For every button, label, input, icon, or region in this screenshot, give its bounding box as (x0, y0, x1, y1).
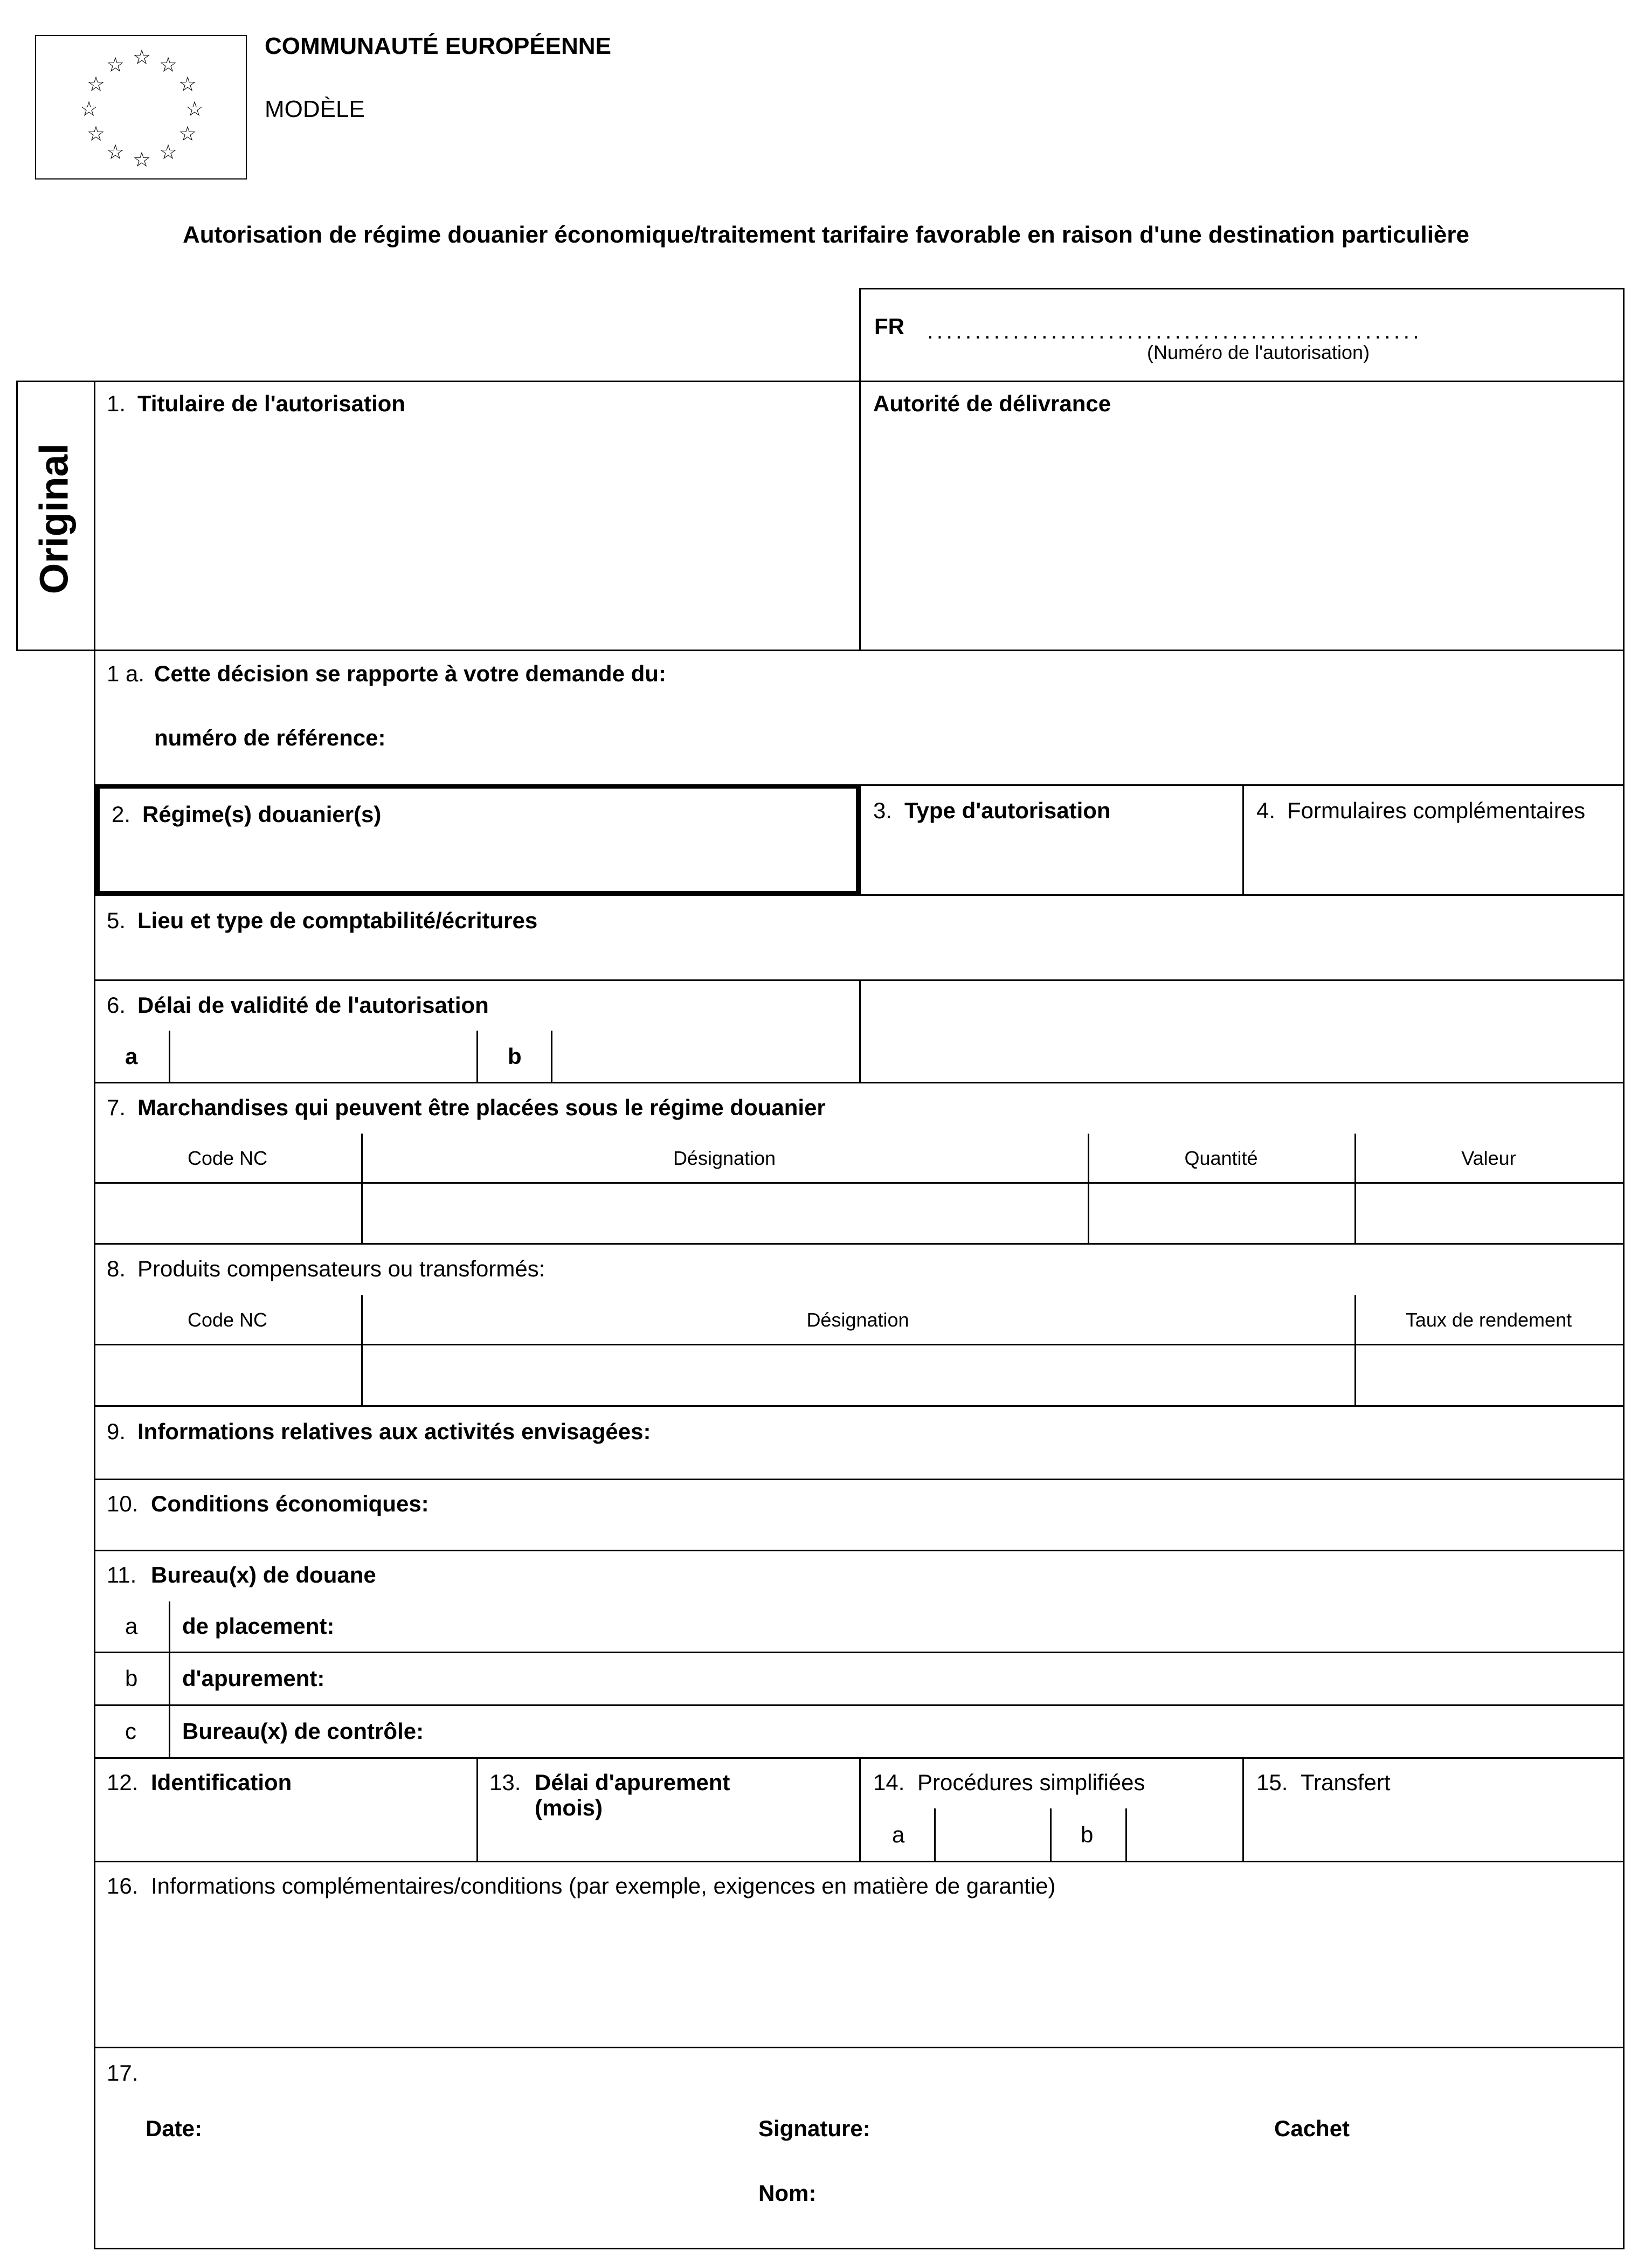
box-13-unit: (mois) (535, 1795, 603, 1820)
form-title: Autorisation de régime douanier économique/traitement tarifaire favorable en raison d'une destination particulière (183, 222, 1469, 248)
box-14-label: Procédures simplifiées (917, 1770, 1145, 1795)
star-icon: ☆ (185, 97, 204, 121)
box-14b-letter: b (1081, 1822, 1094, 1847)
simplified-a-field[interactable] (937, 1810, 1049, 1860)
box-7-label: Marchandises qui peuvent être placées sous le régime douanier (137, 1095, 826, 1120)
office-row-label: d'apurement: (182, 1666, 325, 1691)
box-14a-letter: a (892, 1822, 905, 1847)
box-16-label: Informations complémentaires/conditions (par exemple, exigences en matière de garantie) (151, 1873, 1056, 1898)
box-2-number: 2. (112, 802, 131, 827)
goods-col-quantity: Quantité (1184, 1147, 1258, 1169)
star-icon: ☆ (178, 72, 197, 96)
signature-label: Signature: (758, 2116, 870, 2141)
validity-a-field[interactable] (171, 1033, 475, 1081)
stamp-label: Cachet (1274, 2116, 1350, 2141)
box-11-number: 11. (107, 1562, 137, 1587)
box-2-label: Régime(s) douanier(s) (142, 802, 382, 827)
issuer-label: Autorité de délivrance (873, 391, 1111, 416)
box-10-label: Conditions économiques: (151, 1491, 429, 1516)
box-6-label: Délai de validité de l'autorisation (137, 992, 489, 1018)
star-icon: ☆ (158, 53, 178, 77)
box-3-label: Type d'autorisation (904, 798, 1111, 823)
box-16-number: 16. (107, 1873, 139, 1898)
additional-info-field[interactable] (97, 1905, 1620, 2045)
date-label: Date: (146, 2116, 203, 2141)
model-label: MODÈLE (265, 96, 365, 122)
box-14-number: 14. (873, 1770, 905, 1795)
box-9-label: Informations relatives aux activités envisagées: (137, 1419, 651, 1444)
box-10-number: 10. (107, 1491, 139, 1516)
issuer-field[interactable] (862, 426, 1620, 647)
star-icon: ☆ (86, 122, 106, 146)
box-1a-number: 1 a. (107, 661, 145, 686)
office-row-letter: c (125, 1718, 136, 1744)
box-5-number: 5. (107, 908, 126, 933)
box-1a-label: Cette décision se rapporte à votre demande du: (154, 661, 666, 686)
star-icon: ☆ (86, 72, 106, 96)
star-icon: ☆ (178, 122, 197, 146)
org-name: COMMUNAUTÉ EUROPÉENNE (265, 33, 611, 59)
box-17-number: 17. (107, 2060, 139, 2086)
box-3-number: 3. (873, 798, 893, 823)
box-7-number: 7. (107, 1095, 126, 1120)
box-6b-letter: b (508, 1044, 522, 1069)
box-5-label: Lieu et type de comptabilité/écritures (137, 908, 538, 933)
box-12-number: 12. (107, 1770, 139, 1795)
box-2-highlight (95, 784, 860, 895)
products-col-yield-rate: Taux de rendement (1405, 1309, 1572, 1331)
star-icon: ☆ (158, 140, 178, 164)
office-row-letter: a (125, 1613, 138, 1639)
box-8-label: Produits compensateurs ou transformés: (137, 1256, 545, 1281)
star-icon: ☆ (132, 45, 151, 69)
office-row-label: de placement: (182, 1613, 335, 1639)
box-15-number: 15. (1256, 1770, 1288, 1795)
goods-col-value: Valeur (1461, 1147, 1516, 1169)
validity-b-field[interactable] (554, 1033, 858, 1081)
star-icon: ☆ (132, 148, 151, 171)
auth-number-field[interactable]: .................................................... (927, 318, 1422, 343)
star-icon: ☆ (106, 53, 125, 77)
box-9-number: 9. (107, 1419, 126, 1444)
original-label: Original (31, 443, 77, 594)
star-icon: ☆ (79, 97, 99, 121)
box-15-label: Transfert (1301, 1770, 1391, 1795)
box-6-number: 6. (107, 992, 126, 1018)
goods-col-code: Code NC (187, 1147, 268, 1169)
eu-flag-emblem (35, 35, 247, 179)
office-row-letter: b (125, 1666, 138, 1691)
box-13-label: Délai d'apurement (535, 1770, 730, 1795)
box-6a-letter: a (125, 1044, 138, 1069)
box-8-number: 8. (107, 1256, 126, 1281)
products-col-designation: Désignation (806, 1309, 909, 1331)
auth-number-caption: (Numéro de l'autorisation) (1147, 341, 1370, 363)
box-4-number: 4. (1256, 798, 1276, 823)
reference-number-label: numéro de référence: (154, 725, 386, 750)
box-12-label: Identification (151, 1770, 292, 1795)
goods-col-designation: Désignation (673, 1147, 776, 1169)
box-1-number: 1. (107, 391, 126, 416)
products-col-code: Code NC (187, 1309, 268, 1331)
holder-field[interactable] (97, 426, 857, 647)
star-icon: ☆ (106, 140, 125, 164)
box-11-label: Bureau(x) de douane (151, 1562, 376, 1587)
simplified-b-field[interactable] (1128, 1810, 1241, 1860)
name-label: Nom: (758, 2180, 817, 2206)
box-1-label: Titulaire de l'autorisation (137, 391, 405, 416)
box-13-number: 13. (489, 1770, 521, 1795)
box-4-label: Formulaires complémentaires (1287, 798, 1586, 823)
office-row-label: Bureau(x) de contrôle: (182, 1718, 424, 1744)
country-code: FR (874, 314, 904, 339)
